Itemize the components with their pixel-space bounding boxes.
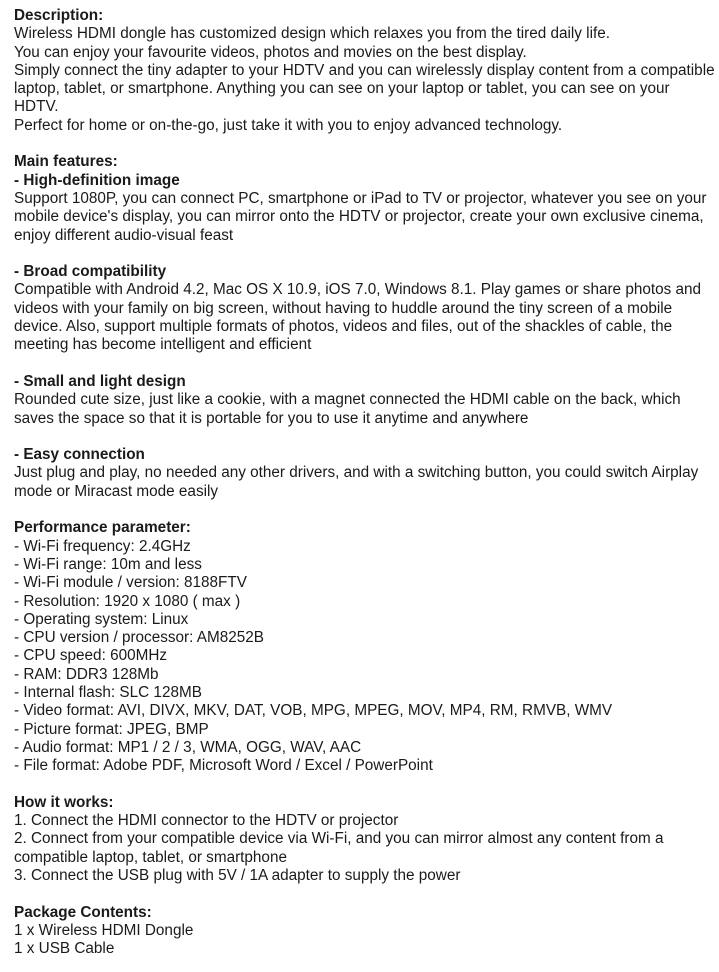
performance-heading: Performance parameter: bbox=[14, 519, 191, 537]
feature-title: - Small and light design bbox=[14, 372, 186, 390]
package-item: 1 x Wireless HDMI Dongle bbox=[14, 921, 194, 939]
feature-title: - Easy connection bbox=[14, 446, 145, 464]
spec-item: - File format: Adobe PDF, Microsoft Word / Excel / PowerPoint bbox=[14, 757, 433, 775]
spec-item: - Video format: AVI, DIVX, MKV, DAT, VOB, MPG, MPEG, MOV, MP4, RM, RMVB, WMV bbox=[14, 702, 613, 720]
package-contents-heading: Package Contents: bbox=[14, 903, 152, 921]
spec-item: - Resolution: 1920 x 1080 ( max ) bbox=[14, 592, 241, 610]
description-line: You can enjoy your favourite videos, photos and movies on the best display. bbox=[14, 43, 527, 61]
feature-text: Compatible with Android 4.2, Mac OS X 10.9, iOS 7.0, Windows 8.1. Play games or share photos and videos with your family on big screen, without having to huddle around the tiny screen of a mobile device. Also, support multiple formats of photos, videos and files, out of the shackles of cable, the meeting has become intelligent and efficient bbox=[14, 281, 702, 354]
feature-text: Support 1080P, you can connect PC, smartphone or iPad to TV or projector, whatever you see on your mobile device's display, you can mirror onto the HDTV or projector, create your own exclusive cinema, enjoy different audio-visual feast bbox=[14, 189, 707, 244]
spacer bbox=[14, 775, 717, 793]
spec-item: - Audio format: MP1 / 2 / 3, WMA, OGG, WAV, AAC bbox=[14, 738, 362, 756]
feature-text: Rounded cute size, just like a cookie, with a magnet connected the HDMI cable on the back, which saves the space so that it is portable for you to use it anytime and anywhere bbox=[14, 391, 681, 427]
spec-item: - Internal flash: SLC 128MB bbox=[14, 683, 202, 701]
main-features-heading: Main features: bbox=[14, 153, 118, 171]
how-step: 1. Connect the HDMI connector to the HDTV or projector bbox=[14, 812, 399, 830]
spec-item: - RAM: DDR3 128Mb bbox=[14, 665, 159, 683]
feature-title: - Broad compatibility bbox=[14, 263, 167, 281]
how-it-works-heading: How it works: bbox=[14, 793, 114, 811]
feature-text: Just plug and play, no needed any other drivers, and with a switching button, you could switch Airplay mode or Miracast mode easily bbox=[14, 464, 699, 500]
spec-item: - Wi-Fi frequency: 2.4GHz bbox=[14, 537, 191, 555]
feature-title: - High-definition image bbox=[14, 171, 180, 189]
product-description-document bbox=[14, 7, 717, 958]
package-item: 1 x USB Cable bbox=[14, 940, 115, 958]
spacer bbox=[14, 245, 717, 263]
spec-item: - Wi-Fi range: 10m and less bbox=[14, 555, 202, 573]
how-step: 2. Connect from your compatible device via Wi-Fi, and you can mirror almost any content from a compatible laptop, tablet, or smartphone bbox=[14, 830, 664, 866]
spec-item: - CPU speed: 600MHz bbox=[14, 647, 168, 665]
spacer bbox=[14, 428, 717, 446]
spacer bbox=[14, 501, 717, 519]
spacer bbox=[14, 135, 717, 153]
spacer bbox=[14, 355, 717, 373]
description-line: Perfect for home or on-the-go, just take it with you to enjoy advanced technology. bbox=[14, 116, 563, 134]
spec-item: - Wi-Fi module / version: 8188FTV bbox=[14, 574, 247, 592]
how-step: 3. Connect the USB plug with 5V / 1A adapter to supply the power bbox=[14, 866, 461, 884]
description-line: Wireless HDMI dongle has customized design which relaxes you from the tired daily life. bbox=[14, 25, 610, 43]
spacer bbox=[14, 885, 717, 903]
spec-item: - Picture format: JPEG, BMP bbox=[14, 720, 209, 738]
description-heading: Description: bbox=[14, 7, 104, 24]
spec-item: - CPU version / processor: AM8252B bbox=[14, 629, 264, 647]
description-line: Simply connect the tiny adapter to your HDTV and you can wirelessly display content from a compatible laptop, tablet, or smartphone. Anything you can see on your laptop or tablet, you can see on your HDTV. bbox=[14, 61, 715, 116]
spec-item: - Operating system: Linux bbox=[14, 610, 189, 628]
